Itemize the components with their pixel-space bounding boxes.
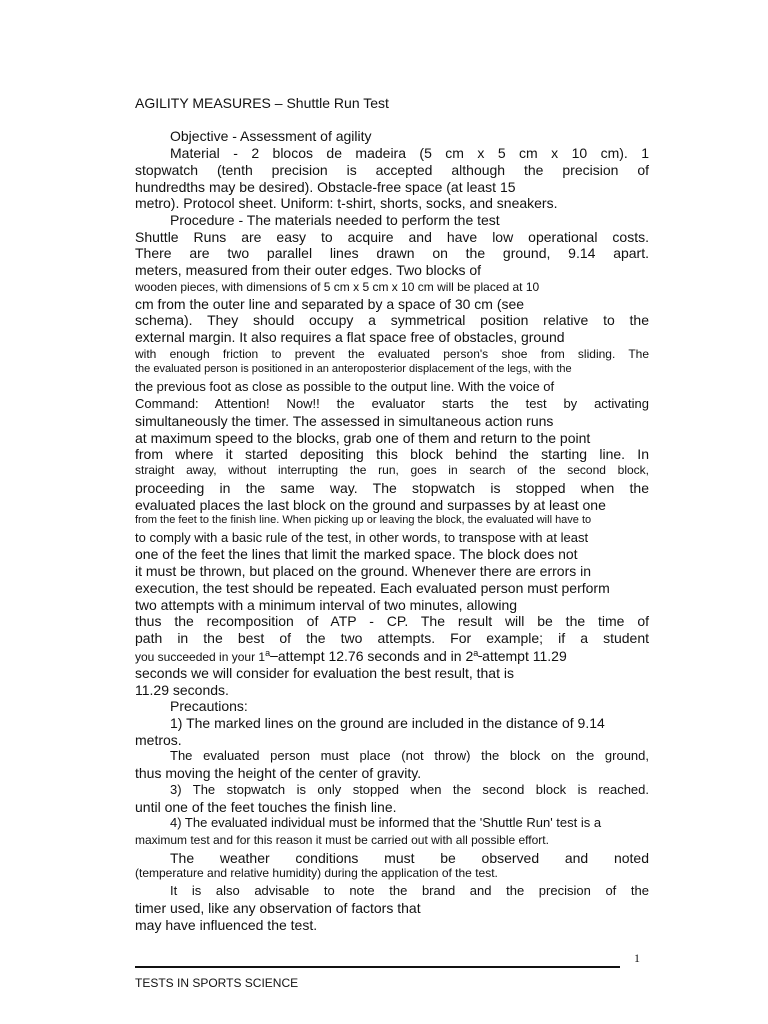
precaution-item: 4) The evaluated individual must be informed that the 'Shuttle Run' test is a bbox=[170, 815, 602, 830]
text-line: There are two parallel lines drawn on the ground, 9.14 apart. bbox=[135, 245, 649, 261]
text-line: one of the feet the lines that limit the marked space. The block does not bbox=[135, 546, 578, 562]
text-line: path in the best of the two attempts. For example; if a student bbox=[135, 630, 649, 646]
text-line: it must be thrown, but placed on the ground. Whenever there are errors in bbox=[135, 563, 592, 579]
text-line: external margin. It also requires a flat space free of obstacles, ground bbox=[135, 329, 565, 345]
precaution-item: 3) The stopwatch is only stopped when the second block is reached. bbox=[170, 782, 649, 797]
text-line: simultaneously the timer. The assessed in simultaneous action runs bbox=[135, 413, 554, 429]
text-line: wooden pieces, with dimensions of 5 cm x 5 cm x 10 cm will be placed at 10 bbox=[135, 280, 540, 294]
text-line: straight away, without interrupting the run, goes in search of the second block, bbox=[135, 463, 649, 477]
text-line: to comply with a basic rule of the test, in other words, to transpose with at least bbox=[135, 530, 589, 545]
text-line: Shuttle Runs are easy to acquire and have low operational costs. bbox=[135, 229, 649, 245]
struck-spacer bbox=[270, 648, 278, 664]
text-line: with enough friction to prevent the evaluated person's shoe from sliding. The bbox=[135, 347, 649, 361]
text-line: thus moving the height of the center of gravity. bbox=[135, 765, 422, 781]
text-line: maximum test and for this reason it must be carried out with all possible effort. bbox=[135, 833, 549, 847]
text-line: stopwatch (tenth precision is accepted although the precision of bbox=[135, 162, 649, 178]
text-line: (temperature and relative humidity) during the application of the test. bbox=[135, 866, 498, 880]
text-line: at maximum speed to the blocks, grab one of them and return to the point bbox=[135, 430, 591, 446]
material-line: Material - 2 blocos de madeira (5 cm x 5 cm x 10 cm). 1 bbox=[170, 145, 649, 161]
text-line: proceeding in the same way. The stopwatch is stopped when the bbox=[135, 480, 649, 496]
example-text-2: attempt 12.76 seconds and in 2 bbox=[277, 648, 474, 664]
footer-title: TESTS IN SPORTS SCIENCE bbox=[135, 976, 299, 990]
text-line: two attempts with a minimum interval of two minutes, allowing bbox=[135, 597, 518, 613]
precaution-item: 1) The marked lines on the ground are included in the distance of 9.14 bbox=[170, 715, 605, 731]
text-line: schema). They should occupy a symmetrical position relative to the bbox=[135, 312, 649, 328]
text-line: metro). Protocol sheet. Uniform: t-shirt, shorts, socks, and sneakers. bbox=[135, 195, 558, 211]
text-line: metros. bbox=[135, 732, 182, 748]
text-line: cm from the outer line and separated by a space of 30 cm (see bbox=[135, 296, 525, 312]
text-line: timer used, like any observation of factors that bbox=[135, 900, 421, 916]
text-line: meters, measured from their outer edges. Two blocks of bbox=[135, 262, 482, 278]
text-line: It is also advisable to note the brand and the precision of the bbox=[170, 883, 649, 898]
text-line: the evaluated person is positioned in an anteroposterior displacement of the legs, with the bbox=[135, 363, 572, 375]
footer-divider bbox=[135, 966, 620, 968]
text-line: 11.29 seconds. bbox=[135, 682, 229, 698]
text-line: The weather conditions must be observed and noted bbox=[170, 850, 649, 866]
text-line: may have influenced the test. bbox=[135, 917, 318, 933]
example-text-1: you succeeded in your 1 bbox=[135, 650, 266, 664]
text-line: the previous foot as close as possible to the output line. With the voice of bbox=[135, 379, 555, 394]
page-number: 1 bbox=[634, 951, 640, 965]
text-line: from where it started depositing this block behind the starting line. In bbox=[135, 446, 649, 462]
text-line: until one of the feet touches the finish line. bbox=[135, 799, 397, 815]
example-line bbox=[135, 649, 567, 665]
precaution-item: The evaluated person must place (not throw) the block on the ground, bbox=[170, 748, 649, 763]
text-line: Command: Attention! Now!! the evaluator starts the test by activating bbox=[135, 396, 649, 411]
superscript-ordinal: a bbox=[265, 648, 271, 658]
precautions-heading: Precautions: bbox=[170, 698, 248, 714]
superscript-ordinal: a bbox=[473, 648, 479, 658]
text-line: from the feet to the finish line. When picking up or leaving the block, the evaluated will have to bbox=[135, 514, 592, 526]
example-text-3: attempt 11.29 bbox=[482, 648, 567, 664]
objective-line: Objective - Assessment of agility bbox=[170, 128, 372, 144]
text-line: thus the recomposition of ATP - CP. The result will be the time of bbox=[135, 613, 649, 629]
text-line: evaluated places the last block on the ground and surpasses by at least one bbox=[135, 497, 606, 513]
text-line: execution, the test should be repeated. Each evaluated person must perform bbox=[135, 580, 610, 596]
text-line: seconds we will consider for evaluation the best result, that is bbox=[135, 665, 514, 681]
text-line: hundredths may be desired). Obstacle-free space (at least 15 bbox=[135, 179, 516, 195]
procedure-line: Procedure - The materials needed to perform the test bbox=[170, 212, 500, 228]
document-title: AGILITY MEASURES – Shuttle Run Test bbox=[135, 95, 389, 111]
